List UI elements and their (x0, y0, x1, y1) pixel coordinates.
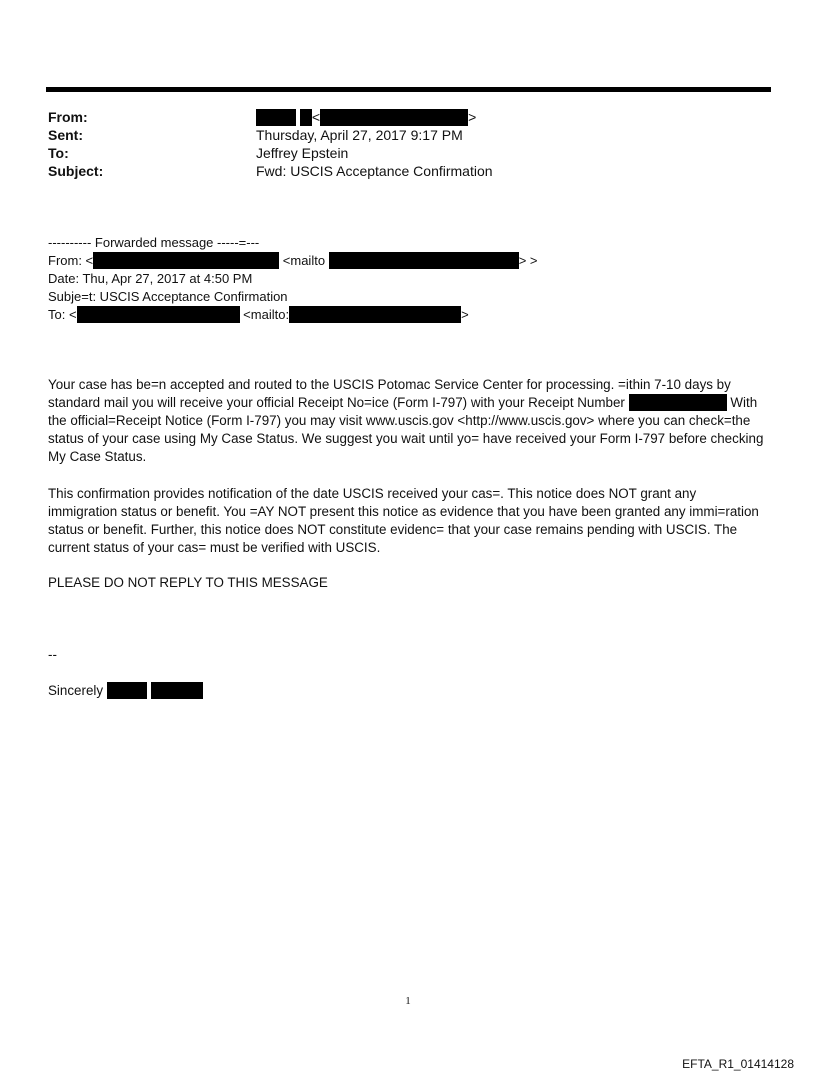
forwarded-from-line (48, 252, 537, 270)
body-line (48, 394, 776, 412)
from-value (256, 108, 476, 126)
signature-separator: -- (48, 647, 57, 662)
redaction-block (289, 306, 461, 323)
body-text: standard mail you will receive your official Receipt No=ice (Form I-797) with your Receipt Number (48, 395, 625, 410)
from-label: From: (48, 109, 88, 125)
body-line: Your case has be=n accepted and routed to the USCIS Potomac Service Center for processing. =ithin 7-10 days by (48, 377, 731, 392)
body-line: current status of your cas= must be verified with USCIS. (48, 540, 381, 555)
fw-to-suffix: > (461, 307, 469, 322)
body-line: status of your case using My Case Status. We suggest you wait until yo= have received your Form I-797 before checking (48, 431, 764, 446)
from-gt: > (468, 109, 477, 125)
body-line: immigration status or benefit. You =AY NOT present this notice as evidence that you have been granted any immi=ration (48, 504, 759, 519)
redaction-block (629, 394, 727, 411)
body-line: My Case Status. (48, 449, 147, 464)
sincerely-text: Sincerely (48, 683, 104, 698)
body-text: With (730, 395, 758, 410)
sent-value: Thursday, April 27, 2017 9:17 PM (256, 127, 463, 143)
header-rule (46, 87, 771, 92)
no-reply-notice: PLEASE DO NOT REPLY TO THIS MESSAGE (48, 575, 328, 590)
fw-from-mailto: <mailto (282, 253, 326, 268)
fw-to-mailto: <mailto: (243, 307, 290, 322)
redaction-block (107, 682, 147, 699)
redaction-block (151, 682, 203, 699)
redaction-block (320, 109, 468, 126)
fw-from-suffix: > > (518, 253, 538, 268)
body-paragraph-2 (48, 485, 776, 557)
to-value: Jeffrey Epstein (256, 145, 349, 161)
fw-to-prefix: To: < (48, 307, 77, 322)
forwarded-date-line: Date: Thu, Apr 27, 2017 at 4:50 PM (48, 271, 253, 286)
redaction-block (329, 252, 519, 269)
redaction-block (256, 109, 296, 126)
body-paragraph-1 (48, 376, 776, 466)
forwarded-subject-line: Subje=t: USCIS Acceptance Confirmation (48, 289, 288, 304)
to-label: To: (48, 145, 69, 161)
signature-line (48, 682, 776, 700)
body-line: This confirmation provides notification of the date USCIS received your cas=. This notice does NOT grant any (48, 486, 697, 501)
forwarded-to-line (48, 306, 469, 324)
fw-from-prefix: From: < (48, 253, 94, 268)
subject-label: Subject: (48, 163, 104, 179)
forwarded-divider: ---------- Forwarded message -----=--- (48, 235, 260, 250)
redaction-block (93, 252, 279, 269)
subject-value: Fwd: USCIS Acceptance Confirmation (256, 163, 493, 179)
page-number: 1 (405, 995, 411, 1007)
redaction-block (77, 306, 240, 323)
body-line: status or benefit. Further, this notice does NOT constitute evidenc= that your case remains pending with USCIS. The (48, 522, 738, 537)
redaction-block (300, 109, 312, 126)
from-lt: < (311, 109, 321, 125)
document-id: EFTA_R1_01414128 (682, 1057, 794, 1071)
body-line: the official=Receipt Notice (Form I-797) you may visit www.uscis.gov <http://www.uscis.gov> where you can check=the (48, 413, 751, 428)
sent-label: Sent: (48, 127, 83, 143)
